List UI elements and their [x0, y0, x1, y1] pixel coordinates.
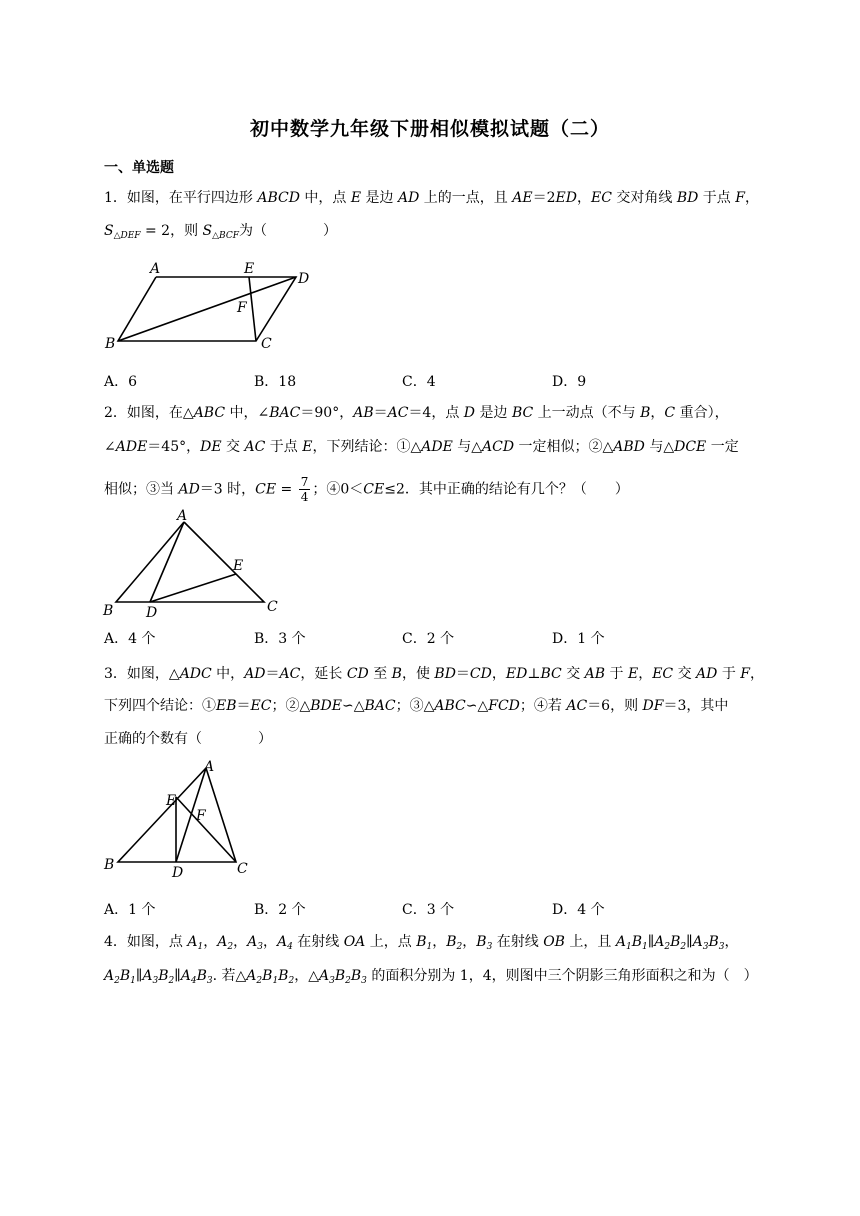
q4-subscript: 2 [456, 942, 463, 952]
q2-label-c: C [267, 599, 278, 615]
q4-var: A [142, 968, 153, 984]
q4-var: B [631, 934, 643, 950]
q2-text: 与△ [452, 439, 483, 455]
q3-var: BD [434, 666, 456, 682]
q4-var: A [180, 968, 191, 984]
q4-var: OB [543, 934, 565, 950]
q2-text: ， [650, 405, 665, 421]
q2-text: 2．如图，在△ [104, 405, 194, 421]
q2-var: AB [353, 405, 374, 421]
q1-var: ED [555, 190, 577, 206]
q4-var: B [278, 968, 289, 984]
q3-line-3: 正确的个数有（ ） [104, 731, 272, 747]
q3-text: 至 [368, 666, 392, 682]
q1-label-d: D [298, 271, 310, 287]
q3-var: E [627, 666, 639, 682]
q2-text: 与△ [644, 439, 675, 455]
q1-var: ABCD [257, 190, 300, 206]
q3-text: ＝3，其中 [663, 698, 729, 714]
q4-subscript: 2 [288, 976, 295, 986]
q3-text: ， [491, 666, 506, 682]
q1-var: EC [590, 190, 612, 206]
q4-text: ， [203, 934, 218, 950]
q4-var: A [276, 934, 288, 950]
q4-subscript: 1 [426, 942, 433, 952]
q3-triangle-figure [100, 758, 260, 880]
q3-line-2 [104, 696, 728, 716]
q4-var: B [350, 968, 362, 984]
q1-text: ， [576, 190, 591, 206]
q3-var: BC [540, 666, 562, 682]
q3-var: CD [469, 666, 492, 682]
q3-var: AD [244, 666, 266, 682]
q3-var: BDE [310, 698, 342, 714]
q4-text: ，△ [294, 968, 319, 984]
q3-text: ＝ [455, 666, 470, 682]
q2-text: 交 [221, 439, 245, 455]
q3-text: 于 [717, 666, 741, 682]
q4-text: ， [462, 934, 477, 950]
q4-var: B [196, 968, 207, 984]
q4-var: B [670, 934, 681, 950]
q1-text: ＝2 [532, 190, 556, 206]
page-title: 初中数学九年级下册相似模拟试题（二） [249, 118, 610, 140]
q4-line-2 [104, 966, 758, 991]
q2-var: ACD [482, 439, 515, 455]
q3-text: ∽△ [341, 698, 365, 714]
q4-text: ， [262, 934, 277, 950]
q2-option-b[interactable]: B．3 个 [254, 631, 306, 647]
q4-var: B [119, 968, 131, 984]
q3-var: AD [696, 666, 718, 682]
q1-label-f: F [237, 300, 247, 316]
q1-text: 上的一点，且 [419, 190, 513, 206]
q2-text: 一定相似；②△ [514, 439, 614, 455]
q3-text: 交 [673, 666, 697, 682]
q2-label-a: A [177, 508, 188, 524]
q3-var: B [391, 666, 402, 682]
q2-var: AC [244, 439, 266, 455]
fraction-numerator: 7 [300, 475, 309, 489]
q2-line-3 [104, 475, 629, 504]
q2-text: 重合）， [675, 405, 729, 421]
q4-text: ∥ [135, 968, 143, 984]
q3-text: 3．如图，△ [104, 666, 180, 682]
q3-label-e: E [166, 793, 177, 809]
q3-text: 交 [561, 666, 585, 682]
q3-var: ABC [434, 698, 466, 714]
q2-var: DCE [674, 439, 707, 455]
q2-text: 相似；③当 [104, 481, 179, 498]
q3-var: DF [642, 698, 664, 714]
q3-text: 中， [211, 666, 245, 682]
q3-label-b: B [104, 857, 115, 873]
q1-label-a: A [150, 261, 161, 277]
q3-text: ＝6，则 [587, 698, 643, 714]
q2-var: CE [255, 481, 277, 498]
q2-text: 是边 [475, 405, 512, 421]
q1-parallelogram-figure [100, 255, 330, 355]
q4-text: ∥ [686, 934, 693, 950]
q2-text: ∠ [104, 439, 116, 455]
q4-var: B [262, 968, 273, 984]
q3-label-d: D [172, 865, 184, 881]
q4-text: 上，且 [564, 934, 616, 950]
q4-text: 在射线 [292, 934, 344, 950]
q2-text: ≤2．其中正确的结论有几个？（ ） [384, 481, 629, 498]
q3-label-f: F [196, 808, 206, 824]
q4-text: ， [432, 934, 447, 950]
q4-subscript: 2 [664, 942, 671, 952]
q2-text: ＝ [373, 405, 388, 421]
q4-var: OA [343, 934, 366, 950]
q3-option-d[interactable]: D．4 个 [552, 902, 605, 918]
q4-subscript: 1 [272, 976, 279, 986]
q2-var: BC [511, 405, 534, 421]
q3-var: AC [279, 666, 301, 682]
q4-subscript: 3 [486, 942, 493, 952]
q3-text: ；②△ [271, 698, 311, 714]
q2-text: ＝3 时， [199, 481, 256, 498]
q1-var: E [350, 190, 362, 206]
q2-var: D [463, 405, 476, 421]
q4-var: A [217, 934, 228, 950]
q4-subscript: 3 [257, 942, 263, 952]
q4-subscript: 2 [227, 942, 234, 952]
q3-text: 于 [605, 666, 628, 682]
q3-text: ⊥ [527, 666, 541, 682]
q4-var: A [187, 934, 198, 950]
q3-text: ；③△ [395, 698, 435, 714]
q1-line-1 [104, 188, 759, 208]
q4-subscript: 2 [256, 976, 263, 986]
q4-subscript: 1 [626, 942, 632, 952]
q2-text: ＝45°， [147, 439, 201, 455]
q4-var: A [104, 968, 115, 984]
q1-option-a[interactable]: A．6 [104, 374, 138, 390]
q2-var: AC [387, 405, 409, 421]
q1-label-c: C [261, 336, 272, 352]
q3-label-a: A [204, 759, 215, 775]
q4-text: ， [724, 934, 739, 950]
q2-var: BAC [269, 405, 301, 421]
q2-text: 一定 [706, 439, 739, 455]
q4-var: B [158, 968, 169, 984]
q4-subscript: 3 [702, 942, 709, 952]
q1-text: = 2，则 [140, 223, 203, 239]
q1-label-e: E [244, 261, 255, 277]
q4-subscript: 2 [114, 976, 120, 986]
q4-subscript: 4 [287, 942, 293, 952]
q1-text: 于点 [698, 190, 736, 206]
q3-text: ， [750, 666, 765, 682]
q3-text: ＝ [265, 666, 280, 682]
q1-area-subscript: △BCF [212, 231, 239, 241]
q2-text: 于点 [265, 439, 303, 455]
q4-var: A [692, 934, 703, 950]
q3-text: ， [638, 666, 653, 682]
q2-label-e: E [233, 558, 244, 574]
q2-option-c[interactable]: C．2 个 [402, 631, 455, 647]
q3-var: CD [346, 666, 369, 682]
q4-subscript: 1 [130, 976, 136, 986]
q4-text: . 若△ [212, 968, 247, 984]
q1-var: AE [512, 190, 533, 206]
q2-var: ABD [613, 439, 645, 455]
q4-text: 4．如图，点 [104, 934, 188, 950]
q2-text: 上一动点（不与 [533, 405, 641, 421]
q2-label-b: B [103, 603, 114, 619]
q2-var: B [640, 405, 651, 421]
q4-subscript: 1 [197, 942, 204, 952]
q3-var: AB [584, 666, 606, 682]
q3-var: EB [216, 698, 237, 714]
q3-text: 下列四个结论：① [104, 698, 216, 714]
q3-line-1 [104, 664, 764, 684]
q4-subscript: 4 [190, 976, 197, 986]
q1-line-2 [104, 221, 337, 246]
fraction-denominator: 4 [300, 490, 309, 504]
q4-text: ∥ [174, 968, 181, 984]
q4-line-1 [104, 932, 738, 957]
q4-text: 上，点 [365, 934, 417, 950]
section-heading: 一、单选题 [104, 160, 174, 176]
q4-var: B [446, 934, 457, 950]
q2-fraction [299, 475, 311, 504]
q1-area-symbol: S [202, 223, 213, 239]
q4-subscript: 2 [345, 976, 351, 986]
q2-triangle-figure [100, 508, 290, 621]
q4-var: B [334, 968, 346, 984]
q1-option-b[interactable]: B．18 [254, 374, 297, 390]
q3-text: ，延长 [300, 666, 347, 682]
q1-text: 交对角线 [611, 190, 677, 206]
q3-option-c[interactable]: C．3 个 [402, 902, 455, 918]
q2-option-d[interactable]: D．1 个 [552, 631, 605, 647]
q4-subscript: 3 [152, 976, 159, 986]
q2-var: CE [363, 481, 385, 498]
q4-subscript: 2 [680, 942, 687, 952]
q2-var: ADE [421, 439, 453, 455]
q2-var: DE [200, 439, 222, 455]
q4-subscript: 3 [361, 976, 367, 986]
q4-var: A [615, 934, 626, 950]
q4-text: 在射线 [492, 934, 544, 950]
q2-var: ABC [193, 405, 226, 421]
q3-text: ；④若 [519, 698, 567, 714]
q4-var: A [247, 934, 258, 950]
q3-option-a[interactable]: A．1 个 [104, 902, 156, 918]
q3-text: ，使 [401, 666, 435, 682]
q3-label-c: C [237, 861, 248, 877]
q4-subscript: 3 [329, 976, 335, 986]
q3-option-b[interactable]: B．2 个 [254, 902, 306, 918]
q2-text: ，下列结论：①△ [312, 439, 422, 455]
q4-var: B [416, 934, 427, 950]
q1-area-subscript: △DEF [113, 231, 141, 241]
q1-text: 是边 [361, 190, 399, 206]
q4-var: A [654, 934, 665, 950]
q1-var: BD [676, 190, 699, 206]
q4-subscript: 2 [168, 976, 175, 986]
q2-text: ＝4，点 [408, 405, 464, 421]
q1-text: 为（ ） [238, 223, 337, 239]
q1-option-c[interactable]: C．4 [402, 374, 436, 390]
q1-var: AD [398, 190, 420, 206]
q2-var: C [664, 405, 676, 421]
q3-var: ADC [179, 666, 212, 682]
q3-var: F [740, 666, 751, 682]
q3-var: ED [505, 666, 528, 682]
q2-text: ；④0＜ [312, 481, 364, 498]
q3-var: AC [566, 698, 588, 714]
q1-option-d[interactable]: D．9 [552, 374, 587, 390]
q3-var: EC [652, 666, 674, 682]
q2-option-a[interactable]: A．4 个 [104, 631, 156, 647]
q1-area-symbol: S [104, 223, 114, 239]
q1-label-b: B [105, 336, 116, 352]
q2-var: E [302, 439, 313, 455]
q1-text: 中，点 [299, 190, 351, 206]
q2-var: AD [178, 481, 200, 498]
q4-subscript: 3 [718, 942, 725, 952]
q3-text: ＝ [236, 698, 251, 714]
q2-line-2 [104, 437, 739, 457]
q3-var: FCD [488, 698, 520, 714]
q4-text: ∥ [647, 934, 655, 950]
q2-line-1 [104, 403, 729, 423]
q3-text: ∽△ [465, 698, 489, 714]
q4-var: B [476, 934, 487, 950]
q4-subscript: 1 [642, 942, 648, 952]
q1-text: 1．如图，在平行四边形 [104, 190, 258, 206]
q3-var: EC [250, 698, 272, 714]
q2-var: ADE [115, 439, 148, 455]
q4-var: A [246, 968, 257, 984]
q2-text: ＝90°， [300, 405, 354, 421]
q1-text: ， [744, 190, 759, 206]
q3-var: BAC [364, 698, 396, 714]
q2-text: = [276, 481, 297, 498]
q4-var: A [318, 968, 330, 984]
q2-text: 中，∠ [225, 405, 270, 421]
q4-text: ， [233, 934, 248, 950]
q4-text: 的面积分别为 1，4，则图中三个阴影三角形面积之和为（ ） [366, 968, 758, 984]
q4-subscript: 3 [206, 976, 213, 986]
q4-var: B [708, 934, 719, 950]
q1-var: F [735, 190, 745, 206]
q2-label-d: D [146, 605, 158, 621]
